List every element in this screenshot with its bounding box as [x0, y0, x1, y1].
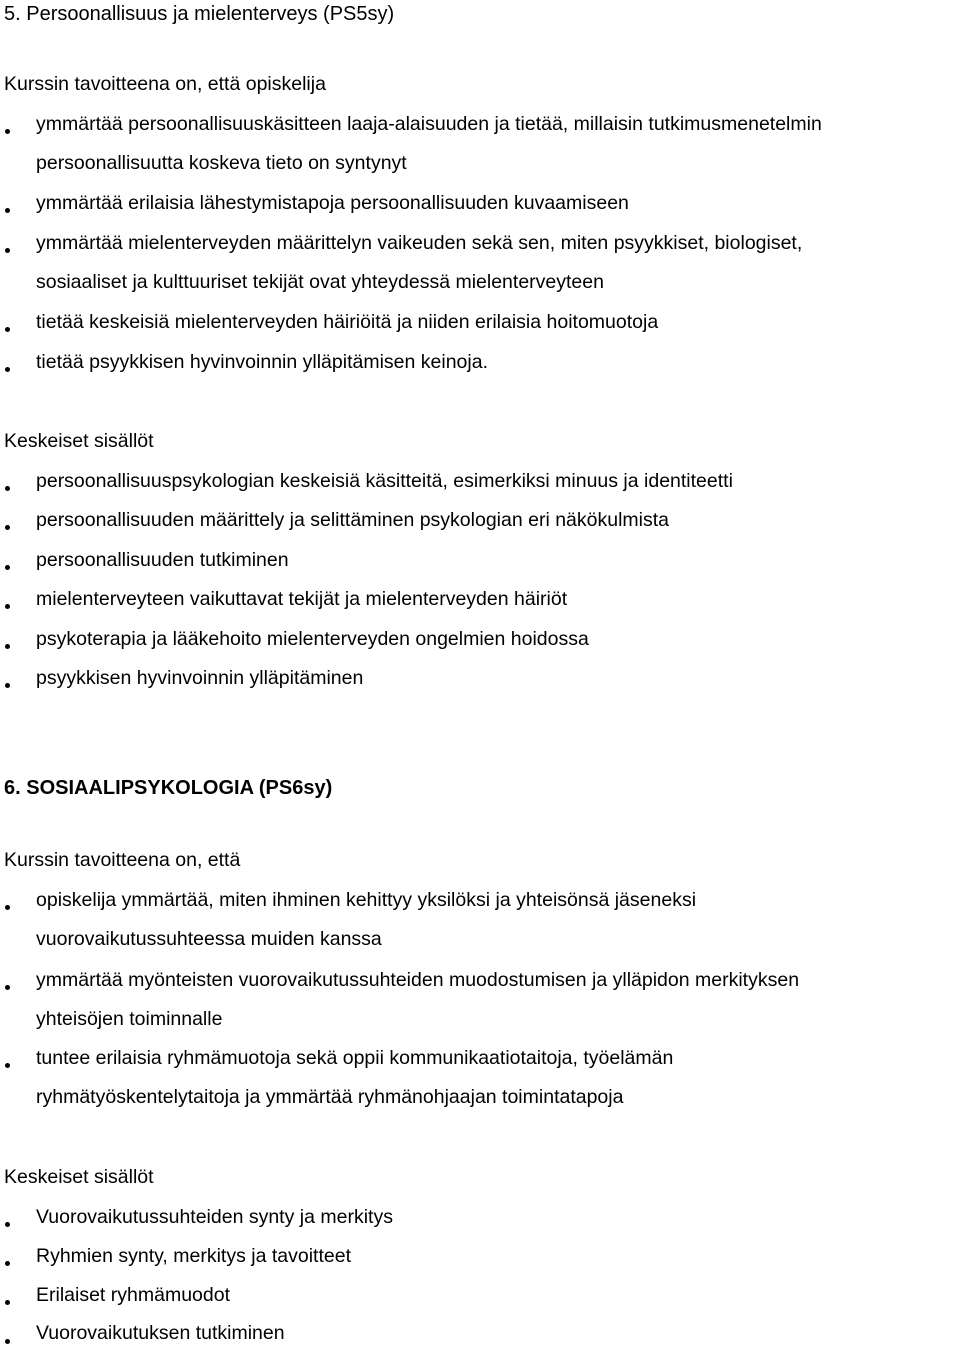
bullet-icon: [5, 604, 10, 609]
bullet-icon: [5, 525, 10, 530]
list-item: persoonallisuuspsykologian keskeisiä käsitteitä, esimerkiksi minuus ja identiteetti: [36, 470, 733, 492]
list-item: psyykkisen hyvinvoinnin ylläpitäminen: [36, 667, 364, 689]
list-item: ymmärtää persoonallisuuskäsitteen laaja-alaisuuden ja tietää, millaisin tutkimusmenetelmin: [36, 113, 822, 135]
list-item-continuation: ryhmätyöskentelytaitoja ja ymmärtää ryhmänohjaajan toimintatapoja: [36, 1086, 624, 1108]
list-item: psykoterapia ja lääkehoito mielenterveyden ongelmien hoidossa: [36, 628, 589, 650]
list-item: tietää psyykkisen hyvinvoinnin ylläpitämisen keinoja.: [36, 351, 488, 373]
bullet-icon: [5, 486, 10, 491]
section-5-goals-heading: Kurssin tavoitteena on, että opiskelija: [4, 73, 326, 95]
list-item-continuation: persoonallisuutta koskeva tieto on syntynyt: [36, 152, 407, 174]
bullet-icon: [5, 565, 10, 570]
section-6-contents-heading: Keskeiset sisällöt: [4, 1166, 154, 1188]
list-item: Vuorovaikutussuhteiden synty ja merkitys: [36, 1206, 393, 1228]
list-item: tietää keskeisiä mielenterveyden häiriöitä ja niiden erilaisia hoitomuotoja: [36, 311, 659, 333]
section-5-title: 5. Persoonallisuus ja mielenterveys (PS5sy): [4, 3, 395, 25]
section-6-title: 6. SOSIAALIPSYKOLOGIA (PS6sy): [4, 777, 333, 799]
list-item: tuntee erilaisia ryhmämuotoja sekä oppii kommunikaatiotaitoja, työelämän: [36, 1047, 674, 1069]
bullet-icon: [5, 248, 10, 253]
list-item: mielenterveyteen vaikuttavat tekijät ja mielenterveyden häiriöt: [36, 588, 568, 610]
bullet-icon: [5, 208, 10, 213]
bullet-icon: [5, 129, 10, 134]
section-5-contents-heading: Keskeiset sisällöt: [4, 430, 154, 452]
bullet-icon: [5, 1300, 10, 1305]
list-item: Vuorovaikutuksen tutkiminen: [36, 1322, 285, 1344]
bullet-icon: [5, 1063, 10, 1068]
bullet-icon: [5, 905, 10, 910]
bullet-icon: [5, 683, 10, 688]
bullet-icon: [5, 327, 10, 332]
bullet-icon: [5, 1261, 10, 1266]
bullet-icon: [5, 985, 10, 990]
list-item: opiskelija ymmärtää, miten ihminen kehittyy yksilöksi ja yhteisönsä jäseneksi: [36, 889, 697, 911]
list-item: persoonallisuuden määrittely ja selittäminen psykologian eri näkökulmista: [36, 509, 669, 531]
bullet-icon: [5, 1339, 10, 1344]
list-item-continuation: vuorovaikutussuhteessa muiden kanssa: [36, 928, 382, 950]
bullet-icon: [5, 644, 10, 649]
bullet-icon: [5, 1222, 10, 1227]
list-item: Ryhmien synty, merkitys ja tavoitteet: [36, 1245, 351, 1267]
list-item: ymmärtää mielenterveyden määrittelyn vaikeuden sekä sen, miten psyykkiset, biologiset,: [36, 232, 803, 254]
list-item: ymmärtää erilaisia lähestymistapoja persoonallisuuden kuvaamiseen: [36, 192, 629, 214]
list-item-continuation: yhteisöjen toiminnalle: [36, 1008, 223, 1030]
section-6-goals-heading: Kurssin tavoitteena on, että: [4, 849, 241, 871]
list-item: persoonallisuuden tutkiminen: [36, 549, 289, 571]
list-item: Erilaiset ryhmämuodot: [36, 1284, 230, 1306]
bullet-icon: [5, 367, 10, 372]
list-item-continuation: sosiaaliset ja kulttuuriset tekijät ovat yhteydessä mielenterveyteen: [36, 271, 604, 293]
list-item: ymmärtää myönteisten vuorovaikutussuhteiden muodostumisen ja ylläpidon merkityksen: [36, 969, 800, 991]
